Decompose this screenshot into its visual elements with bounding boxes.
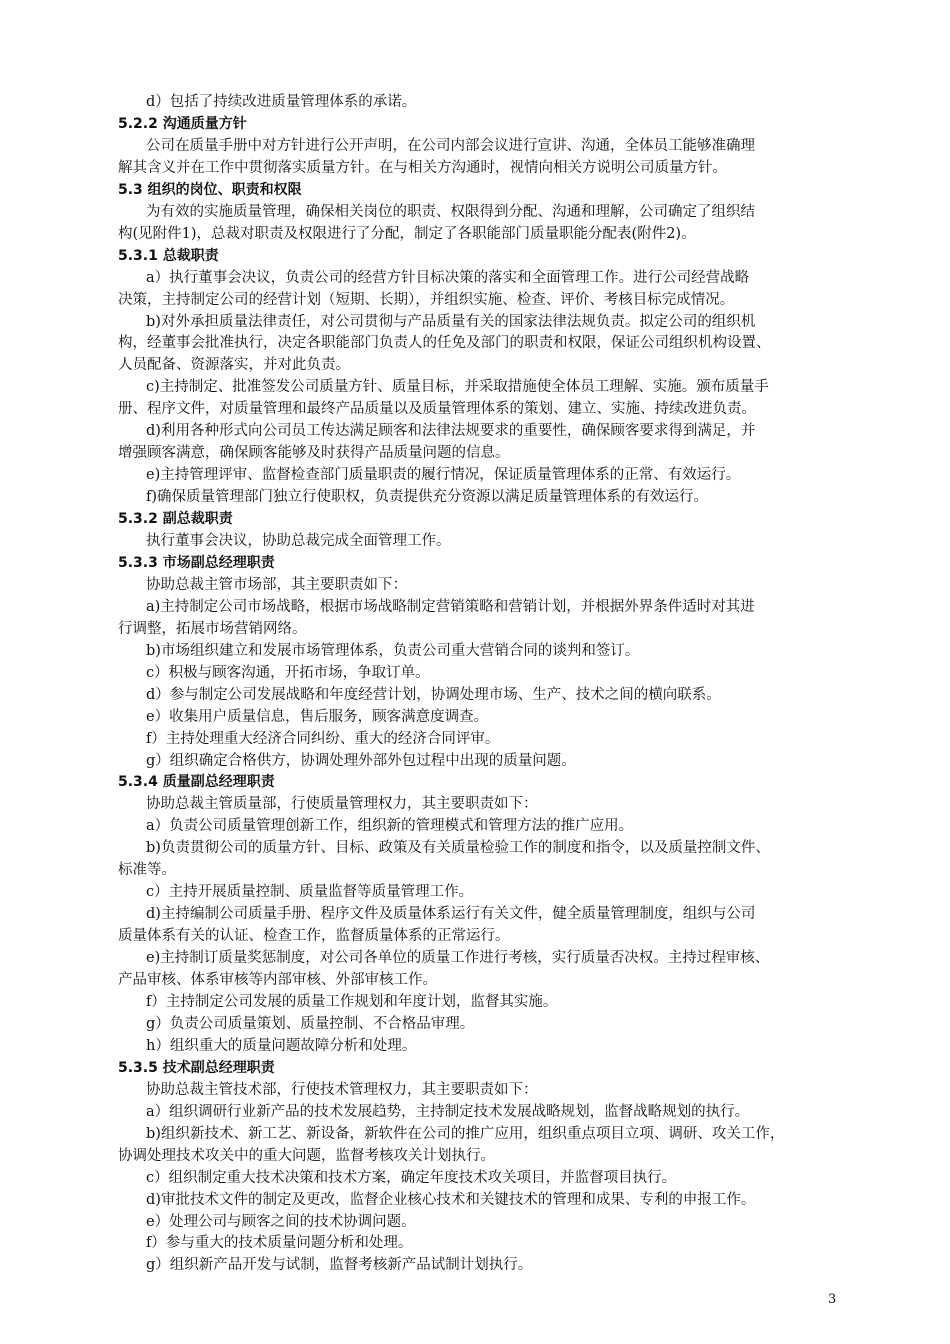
text-line: d)利用各种形式向公司员工传达满足顾客和法律法规要求的重要性，确保顾客要求得到满足，并 — [146, 423, 756, 440]
text-line: 执行董事会决议，协助总裁完成全面管理工作。 — [146, 533, 451, 549]
text-line: e）收集用户质量信息，售后服务，顾客满意度调查。 — [146, 708, 489, 725]
text-line: 册、程序文件，对质量管理和最终产品质量以及质量管理体系的策划、建立、实施、持续改进负责。 — [118, 401, 756, 418]
text-line: 质量体系有关的认证、检查工作，监督质量体系的正常运行。 — [118, 928, 510, 945]
text-line: b)负责贯彻公司的质量方针、目标、政策及有关质量检验工作的制度和指令，以及质量控制文件、 — [146, 840, 770, 857]
section-heading: 5.3.3 市场副总经理职责 — [118, 555, 275, 571]
text-line: 构(见附件1)，总裁对职责及权限进行了分配，制定了各职能部门质量职能分配表(附件2)。 — [118, 225, 696, 242]
text-line: f）主持处理重大经济合同纠纷、重大的经济合同评审。 — [146, 730, 500, 747]
section-heading: 5.2.2 沟通质量方针 — [118, 116, 247, 132]
text-line: 行调整，拓展市场营销网络。 — [118, 620, 307, 637]
text-line: e）处理公司与顾客之间的技术协调问题。 — [146, 1213, 416, 1230]
text-line: e)主持制订质量奖惩制度，对公司各单位的质量工作进行考核，实行质量否决权。主持过程审核、 — [146, 950, 770, 966]
section-heading: 5.3.5 技术副总经理职责 — [118, 1059, 275, 1076]
text-line: h）组织重大的质量问题故障分析和处理。 — [146, 1037, 417, 1054]
text-line: 产品审核、体系审核等内部审核、外部审核工作。 — [118, 972, 437, 988]
text-line: c）积极与顾客沟通，开拓市场，争取订单。 — [146, 664, 430, 681]
text-line: b)组织新技术、新工艺、新设备，新软件在公司的推广应用，组织重点项目立项、调研、攻关工作， — [146, 1125, 785, 1142]
text-line: b)对外承担质量法律责任，对公司贯彻与产品质量有关的国家法律法规负责。拟定公司的组织机 — [146, 313, 756, 330]
text-line: d）包括了持续改进质量管理体系的承诺。 — [146, 94, 417, 110]
text-line: a）执行董事会决议，负责公司的经营方针目标决策的落实和全面管理工作。进行公司经营战略 — [146, 269, 750, 286]
text-line: f）参与重大的技术质量问题分析和处理。 — [146, 1235, 413, 1252]
text-line: a）组织调研行业新产品的技术发展趋势，主持制定技术发展战略规划，监督战略规划的执行。 — [146, 1103, 750, 1120]
text-line: g）组织新产品开发与试制，监督考核新产品试制计划执行。 — [146, 1257, 533, 1274]
text-line: c）主持开展质量控制、质量监督等质量管理工作。 — [146, 884, 474, 901]
text-line: 公司在质量手册中对方针进行公开声明，在公司内部会议进行宣讲、沟通，全体员工能够准确理 — [146, 137, 755, 154]
text-line: d)主持编制公司质量手册、程序文件及质量体系运行有关文件，健全质量管理制度，组织与公司 — [146, 906, 756, 923]
text-line: f)确保质量管理部门独立行使职权，负责提供充分资源以满足质量管理体系的有效运行。 — [146, 489, 709, 506]
text-line: c）组织制定重大技术决策和技术方案，确定年度技术攻关项目，并监督项目执行。 — [146, 1169, 677, 1186]
text-line: 标准等。 — [118, 862, 176, 879]
text-line: 决策，主持制定公司的经营计划（短期、长期），并组织实施、检查、评价、考核目标完成情况。 — [118, 291, 735, 308]
text-line: 协助总裁主管市场部，其主要职责如下： — [146, 576, 407, 593]
text-line: 增强顾客满意，确保顾客能够及时获得产品质量问题的信息。 — [118, 445, 510, 462]
text-line: b)市场组织建立和发展市场管理体系，负责公司重大营销合同的谈判和签订。 — [146, 642, 640, 659]
text-line: e)主持管理评审、监督检查部门质量职责的履行情况，保证质量管理体系的正常、有效运行。 — [146, 467, 741, 484]
section-heading: 5.3 组织的岗位、职责和权限 — [118, 181, 302, 198]
page-number: 3 — [828, 1292, 837, 1307]
text-line: d)审批技术文件的制定及更改，监督企业核心技术和关键技术的管理和成果、专利的申报工作。 — [146, 1191, 756, 1208]
text-line: 协助总裁主管技术部，行使技术管理权力，其主要职责如下： — [146, 1081, 538, 1098]
text-line: a)主持制定公司市场战略，根据市场战略制定营销策略和营销计划，并根据外界条件适时对其进 — [146, 598, 755, 615]
text-line: a）负责公司质量管理创新工作，组织新的管理模式和管理方法的推广应用。 — [146, 818, 634, 835]
section-heading: 5.3.4 质量副总经理职责 — [118, 774, 275, 791]
text-line: 构，经董事会批准执行，决定各职能部门负责人的任免及部门的职责和权限，保证公司组织机构设置、 — [118, 335, 771, 352]
text-line: f）主持制定公司发展的质量工作规划和年度计划，监督其实施。 — [146, 993, 558, 1010]
text-line: 协调处理技术攻关中的重大问题，监督考核攻关计划执行。 — [118, 1147, 495, 1164]
section-heading: 5.3.1 总裁职责 — [118, 247, 219, 264]
text-line: 解其含义并在工作中贯彻落实质量方针。在与相关方沟通时，视情向相关方说明公司质量方针。 — [118, 159, 727, 176]
text-line: c)主持制定、批准签发公司质量方针、质量目标，并采取措施使全体员工理解、实施。颁布质量手 — [146, 379, 769, 396]
text-line: 协助总裁主管质量部，行使质量管理权力，其主要职责如下： — [146, 796, 538, 813]
text-line: g）组织确定合格供方，协调处理外部外包过程中出现的质量问题。 — [146, 752, 576, 769]
section-heading: 5.3.2 副总裁职责 — [118, 511, 233, 528]
text-line: g）负责公司质量策划、质量控制、不合格品审理。 — [146, 1015, 475, 1032]
text-line: d）参与制定公司发展战略和年度经营计划，协调处理市场、生产、技术之间的横向联系。 — [146, 686, 721, 703]
text-line: 为有效的实施质量管理，确保相关岗位的职责、权限得到分配、沟通和理解，公司确定了组织结 — [146, 203, 755, 220]
text-line: 人员配备、资源落实，并对此负责。 — [118, 357, 350, 374]
